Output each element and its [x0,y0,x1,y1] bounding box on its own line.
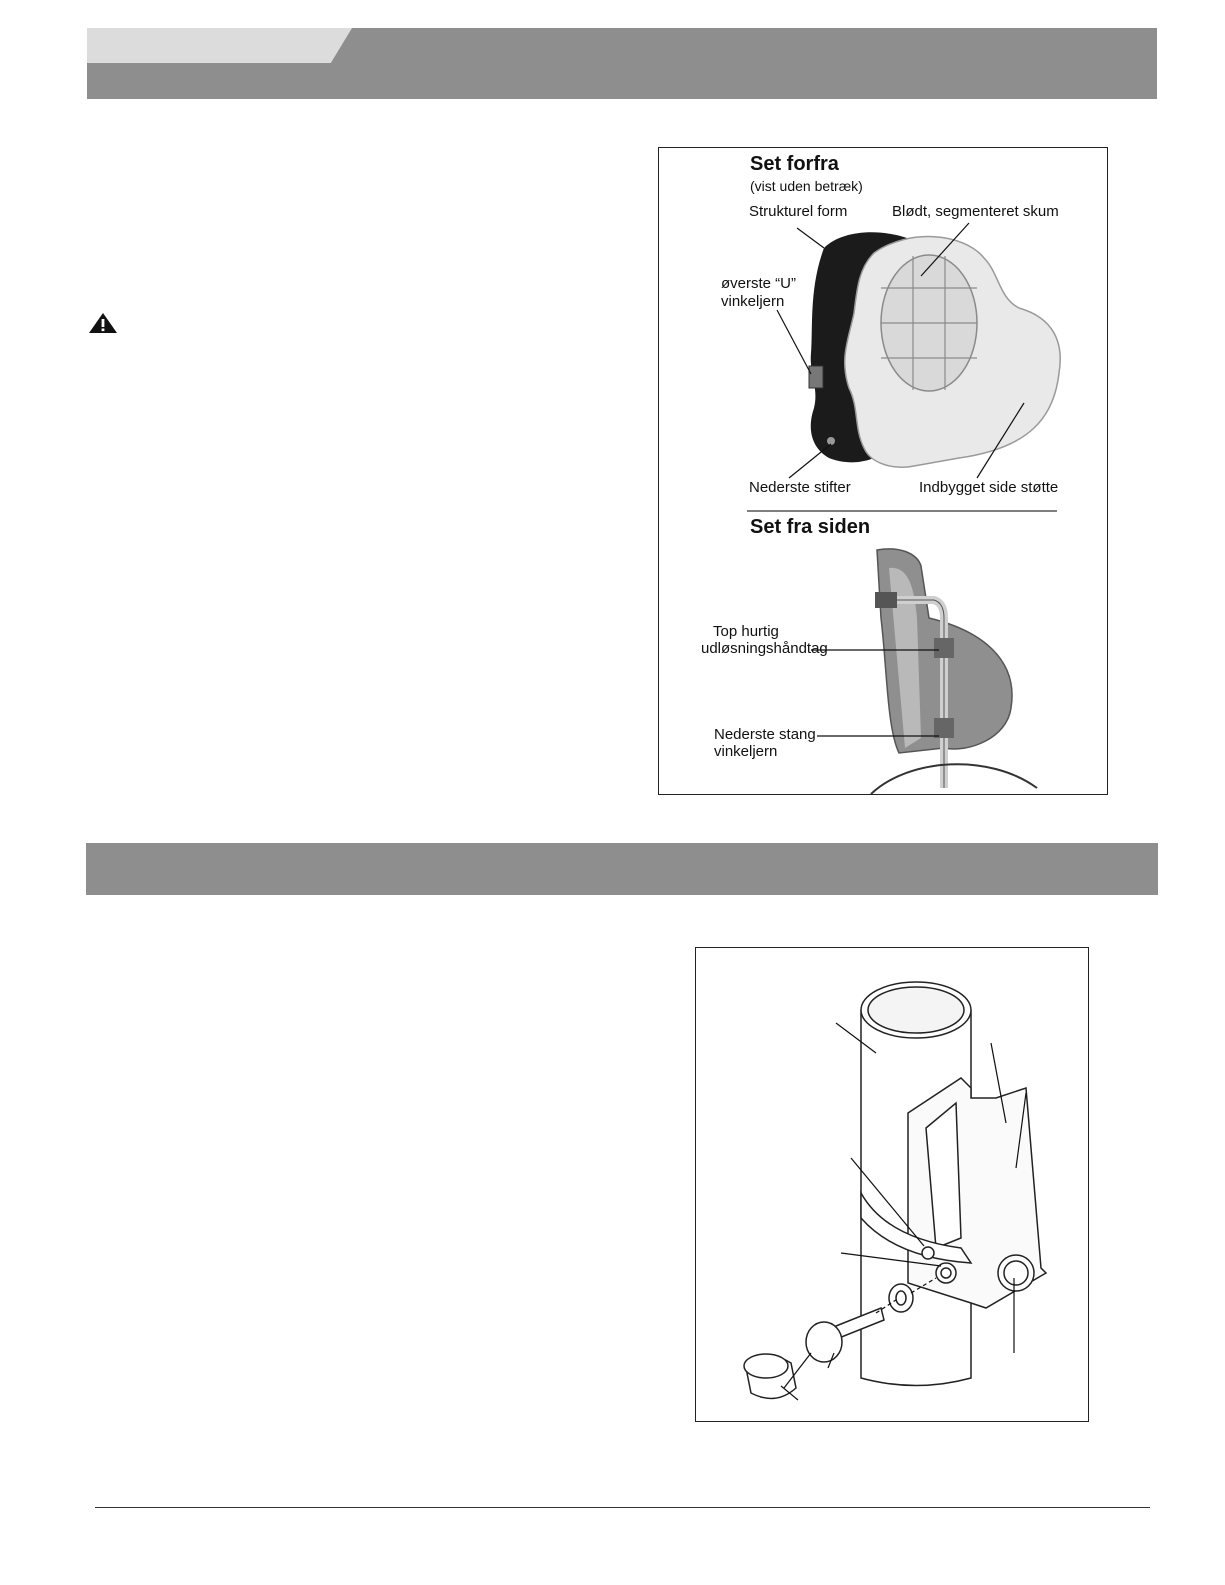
clamp-figure [695,947,1089,1422]
footer-rule [95,1507,1150,1508]
front-view-heading: Set forfra [750,153,839,175]
front-view-subheading: (vist uden betræk) [750,178,863,194]
label-upper-u-bracket-2: vinkeljern [721,293,785,310]
label-lower-rod-2: vinkeljern [714,743,778,760]
header-tab [87,28,352,63]
label-side-support: Indbygget side støtte [919,479,1059,496]
label-structural-form: Strukturel form [749,203,848,220]
label-segmented-foam: Blødt, segmenteret skum [892,203,1059,220]
headrest-illustration [659,148,1107,794]
label-top-release-2: udløsningshåndtag [701,640,828,657]
section-band [86,843,1158,895]
label-lower-rod-1: Nederste stang [714,726,816,743]
label-top-release-1: Top hurtig [713,623,779,640]
headrest-figure [658,147,1108,795]
clamp-exploded-illustration [696,948,1088,1421]
label-upper-u-bracket-1: øverste “U” [721,275,796,292]
label-lower-pins: Nederste stifter [749,479,851,496]
warning-triangle-icon [88,312,118,334]
side-view-heading: Set fra siden [750,516,871,538]
